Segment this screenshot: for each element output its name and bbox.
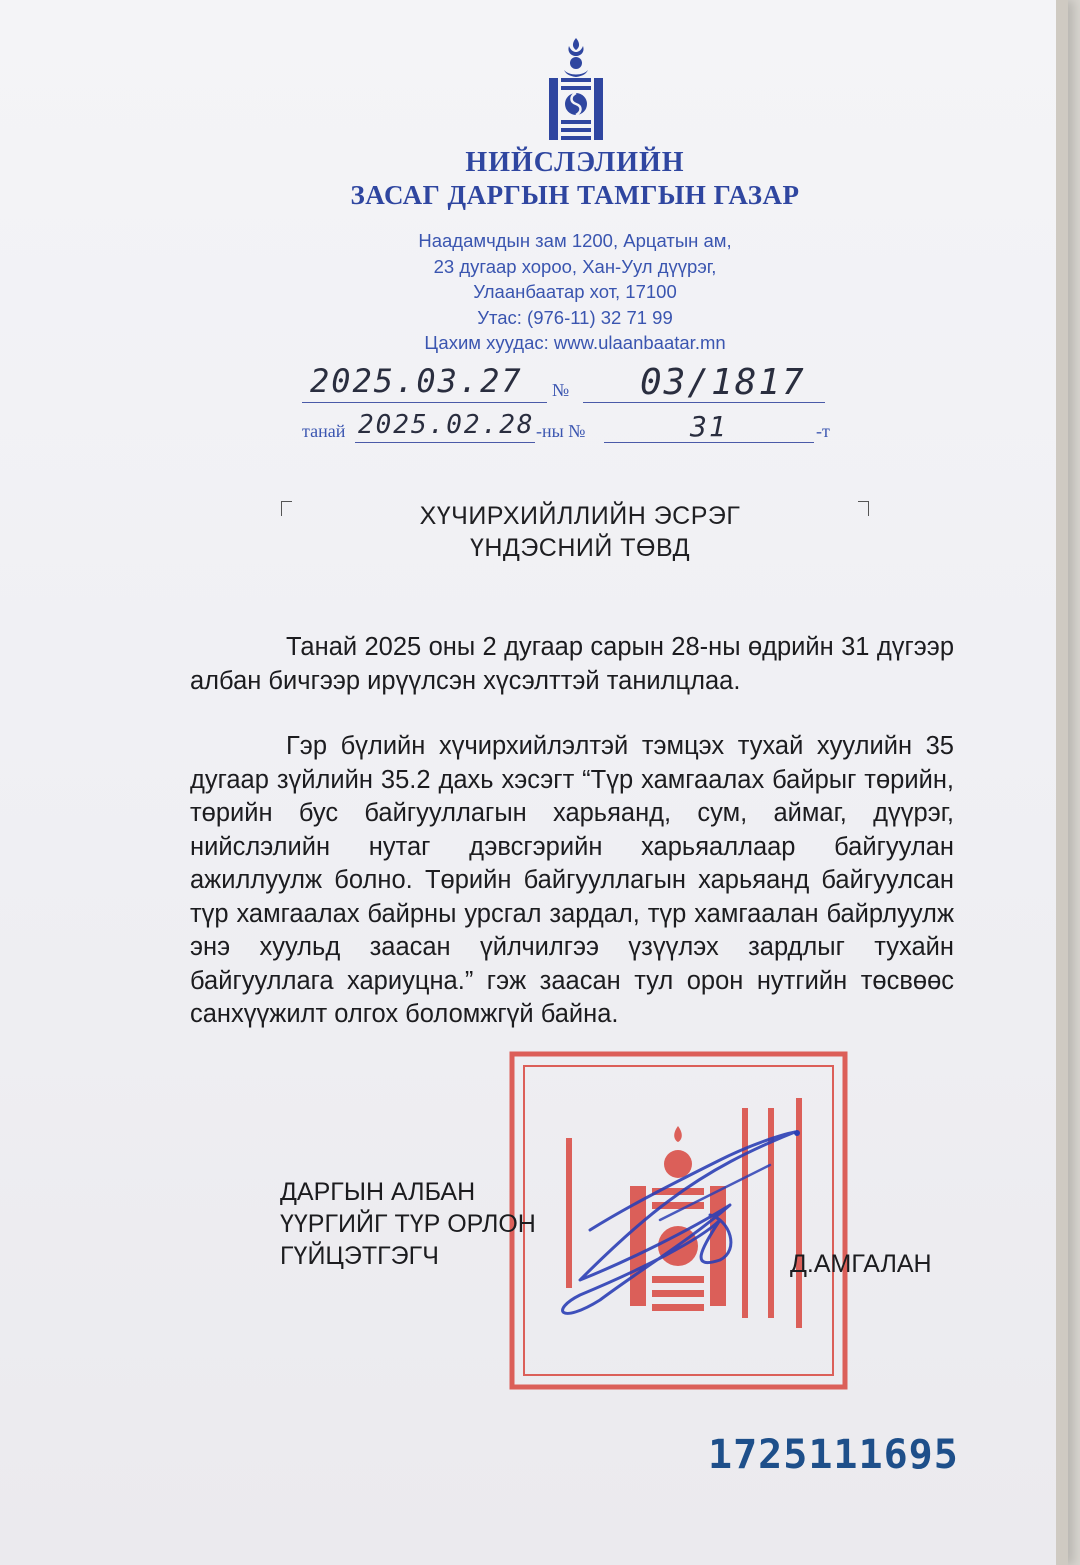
soyombo-emblem-icon xyxy=(545,36,607,144)
org-name-line2: ЗАСАГ ДАРГЫН ТАМГЫН ГАЗАР xyxy=(350,180,800,210)
phone-line: Утас: (976-11) 32 71 99 xyxy=(477,307,673,328)
letter-number: 03/1817 xyxy=(640,362,806,403)
ref-mid: -ны № xyxy=(536,421,586,441)
letter-date: 2025.03.27 xyxy=(310,362,523,400)
address-line: Улаанбаатар хот, 17100 xyxy=(473,281,677,302)
org-name-line1: НИЙСЛЭЛИЙН xyxy=(465,147,685,178)
ref-suffix: -т xyxy=(816,421,830,441)
signatory-title-line: ҮҮРГИЙГ ТҮР ОРЛОН xyxy=(280,1210,536,1238)
letter-body xyxy=(190,631,954,1064)
signatory-name: Д.АМГАЛАН xyxy=(790,1250,932,1278)
signatory-title-line: ГҮЙЦЭТГЭГЧ xyxy=(280,1242,439,1270)
handwritten-signature-icon xyxy=(520,1110,830,1330)
body-paragraph: Танай 2025 оны 2 дугаар сарын 28-ны өдрийн 31 дүгээр албан бичгээр ирүүлсэн хүсэлттэй танилцлаа. xyxy=(190,633,954,695)
signatory-title xyxy=(280,1176,536,1272)
addressee-line2: ҮНДЭСНИЙ ТӨВД xyxy=(469,534,691,562)
address-line: 23 дугаар хороо, Хан-Уул дүүрэг, xyxy=(433,256,717,277)
ref-date: 2025.02.28 xyxy=(358,410,535,440)
serial-number: 1725111695 xyxy=(708,1432,959,1478)
ref-prefix: танай xyxy=(302,421,346,441)
number-sign: № xyxy=(552,380,570,400)
signatory-title-line: ДАРГЫН АЛБАН xyxy=(280,1178,476,1206)
addressee-line1: ХҮЧИРХИЙЛЛИЙН ЭСРЭГ xyxy=(419,502,741,530)
ref-number: 31 xyxy=(690,410,728,443)
address-line: Наадамчдын зам 1200, Арцатын ам, xyxy=(418,230,732,251)
ref-number-underline xyxy=(604,442,814,443)
number-underline xyxy=(583,402,825,403)
corner-mark xyxy=(281,501,292,516)
page-edge xyxy=(1056,0,1068,1565)
body-paragraph: Гэр бүлийн хүчирхийлэлтэй тэмцэх тухай хуулийн 35 дугаар зүйлийн 35.2 дахь хэсэгт “Түр хамгаалах байрыг төрийн, төрийн бус байгууллагын харьяанд, сум, аймаг, дүүрэг, нийслэлийн нутаг дэвсгэрийн харьяаллаар байгуулан ажиллуулж болно. Төрийн байгууллагын харьяанд байгуулсан түр хамгаалах байрны урсгал зардал, түр хамгаалан байрлуулж энэ хуульд заасан үйлчилгээ үзүүлэх зардлыг тухайн байгууллага хариуцна.” гэж заасан тул орон нутгийн төсвөөс санхүүжилт олгох боломжгүй байна. xyxy=(190,732,954,1028)
ref-date-underline xyxy=(355,442,535,443)
website-line: Цахим хуудас: www.ulaanbaatar.mn xyxy=(424,332,726,353)
date-underline xyxy=(302,402,547,403)
